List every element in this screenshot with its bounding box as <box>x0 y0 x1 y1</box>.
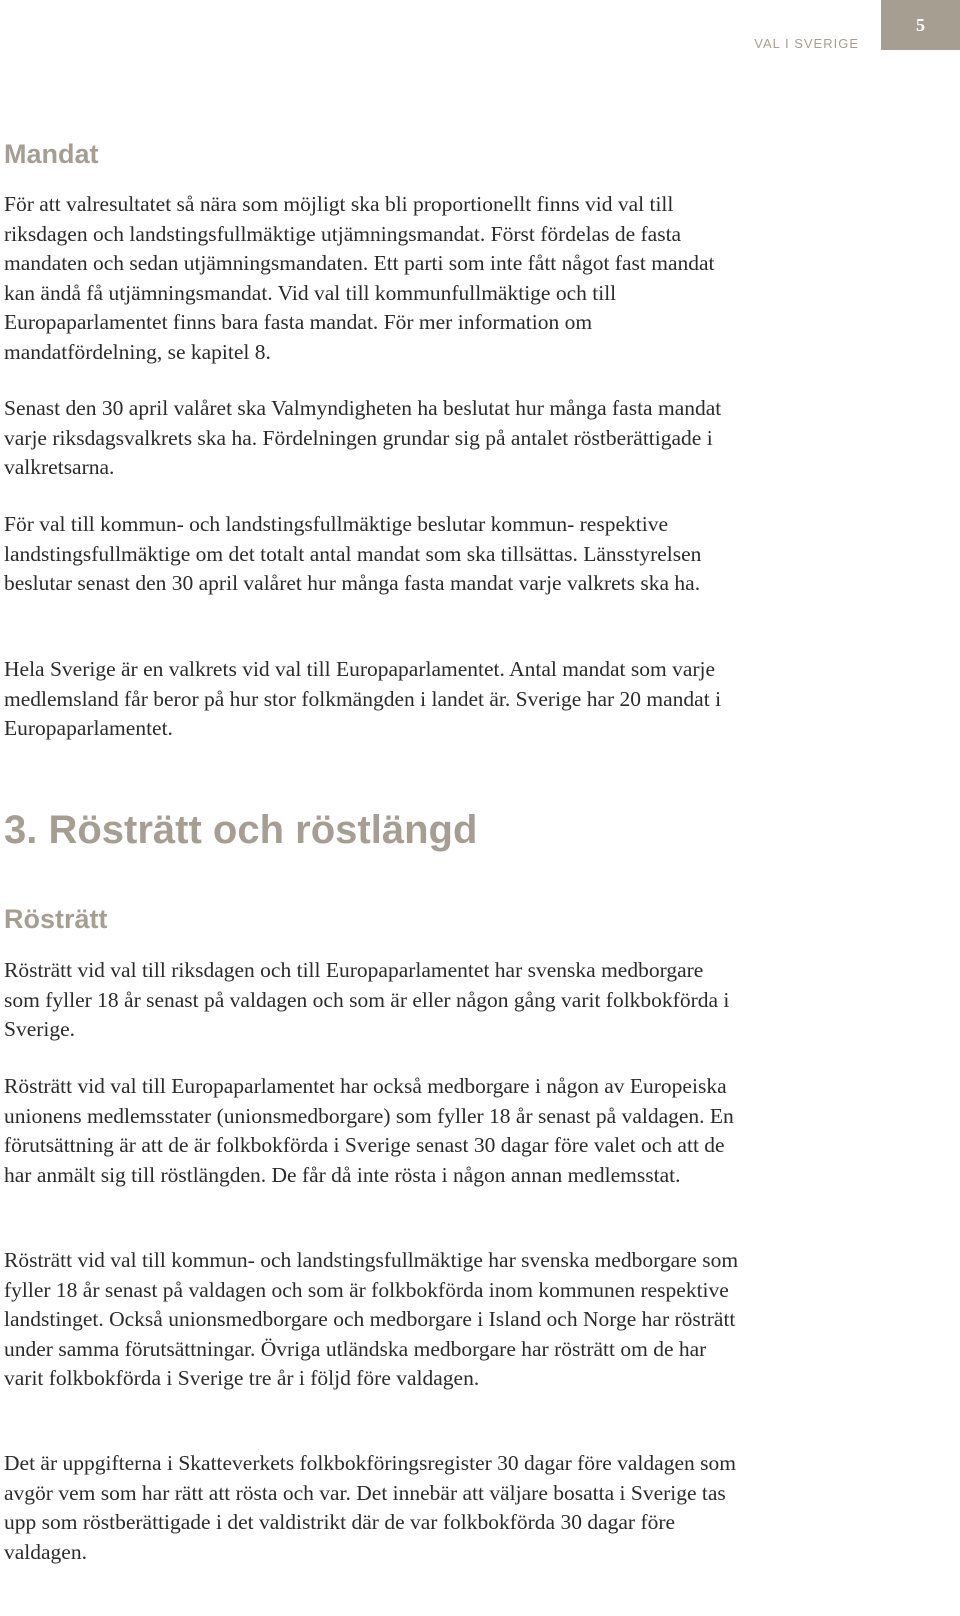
paragraph: Senast den 30 april valåret ska Valmyndigheten ha beslutat hur många fasta mandat varje riksdagsvalkrets ska ha. Fördelningen grundar sig på antalet röstberättigade i valkretsarna. <box>4 396 722 479</box>
chapter-title: 3. Rösträtt och röstlängd <box>4 808 478 852</box>
section-heading-rostratt: Rösträtt <box>4 904 108 934</box>
paragraph: För att valresultatet så nära som möjligt ska bli proportionellt finns vid val till riksdagen och landstingsfullmäktige utjämningsmandat. Först fördelas de fasta mandaten och sedan utjämningsmandaten. Ett parti som inte fått något fast mandat kan ändå få utjämningsmandat. Vid val till kommunfullmäktige och till Europaparlamentet finns bara fasta mandat. För mer information om mandatfördelning, se kapitel 8. <box>4 192 715 364</box>
running-header: VAL I SVERIGE <box>754 36 859 51</box>
paragraph: Rösträtt vid val till kommun- och landstingsfullmäktige har svenska medborgare som fyller 18 år senast på valdagen och som är folkbokförda inom kommunen respektive landstinget. Också unionsmedborgare och medborgare i Island och Norge har rösträtt under samma förutsättningar. Övriga utländska medborgare har rösträtt om de har varit folkbokförda i Sverige tre år i följd före valdagen. <box>4 1248 739 1390</box>
paragraph: Rösträtt vid val till riksdagen och till Europaparlamentet har svenska medborgare som fyller 18 år senast på valdagen och som är eller någon gång varit folkbokförda i Sverige. <box>4 958 730 1041</box>
paragraph: Rösträtt vid val till Europaparlamentet har också medborgare i någon av Europeiska unionens medlemsstater (unionsmedborgare) som fyller 18 år senast på valdagen. En förutsättning är att de är folkbokförda i Sverige senast 30 dagar före valet och att de har anmält sig till röstlängden. De får då inte rösta i någon annan medlemsstat. <box>4 1074 734 1187</box>
section-heading-mandat: Mandat <box>4 139 99 169</box>
paragraph: Hela Sverige är en valkrets vid val till Europaparlamentet. Antal mandat som varje medlemsland får beror på hur stor folkmängden i landet är. Sverige har 20 mandat i Europaparlamentet. <box>4 657 722 740</box>
paragraph: För val till kommun- och landstingsfullmäktige beslutar kommun- respektive landstingsfullmäktige om det totalt antal mandat som ska tillsättas. Länsstyrelsen beslutar senast den 30 april valåret hur många fasta mandat varje valkrets ska ha. <box>4 512 702 595</box>
page-number-badge: 5 <box>880 0 960 50</box>
paragraph: Det är uppgifterna i Skatteverkets folkbokföringsregister 30 dagar före valdagen som avgör vem som har rätt att rösta och var. Det innebär att väljare bosatta i Sverige tas upp som röstberättigade i det valdistrikt där de var folkbokförda 30 dagar före valdagen. <box>4 1451 736 1564</box>
